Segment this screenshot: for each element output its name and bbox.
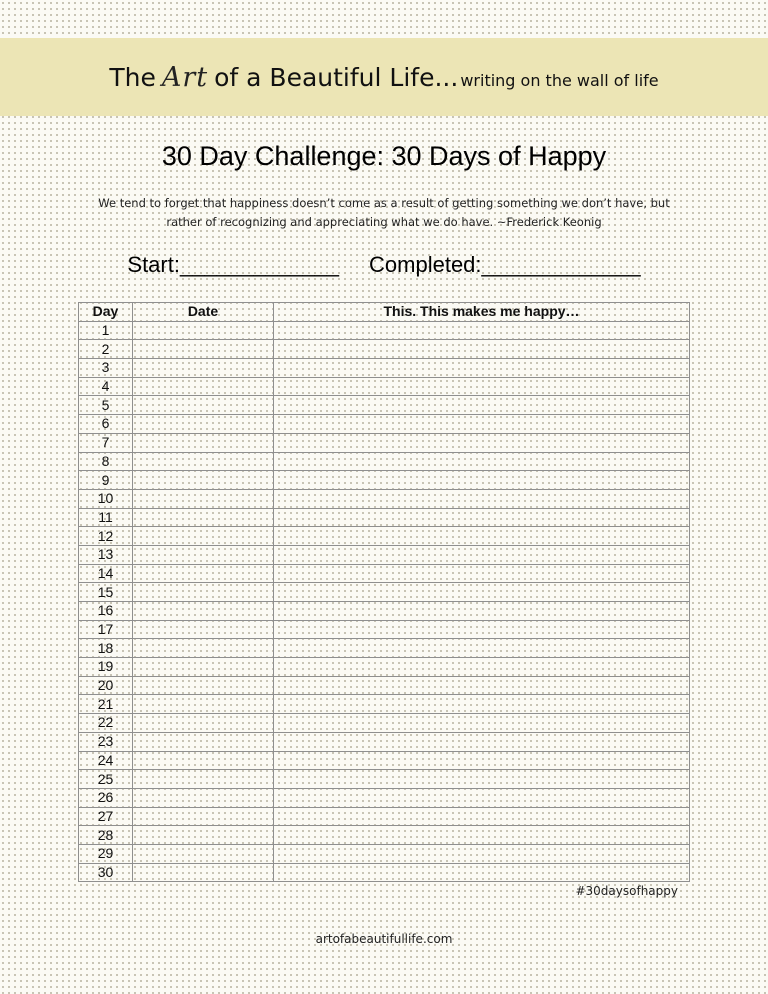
date-cell[interactable] (133, 751, 274, 770)
day-number: 24 (79, 751, 133, 770)
column-header-date: Date (133, 303, 274, 322)
date-fields (0, 252, 768, 278)
start-field[interactable]: Start:_____________ (127, 252, 340, 277)
day-number: 9 (79, 471, 133, 490)
date-cell[interactable] (133, 564, 274, 583)
page-title: 30 Day Challenge: 30 Days of Happy (161, 141, 607, 171)
date-cell[interactable] (133, 807, 274, 826)
happy-note-cell[interactable] (274, 583, 690, 602)
happy-note-cell[interactable] (274, 564, 690, 583)
happy-note-cell[interactable] (274, 732, 690, 751)
happy-note-cell[interactable] (274, 788, 690, 807)
date-cell[interactable] (133, 695, 274, 714)
day-number: 17 (79, 620, 133, 639)
happy-note-cell[interactable] (274, 620, 690, 639)
happy-note-cell[interactable] (274, 340, 690, 359)
table-row (79, 714, 690, 733)
table-row (79, 844, 690, 863)
date-cell[interactable] (133, 583, 274, 602)
table-row (79, 826, 690, 845)
day-number: 1 (79, 321, 133, 340)
table-row (79, 508, 690, 527)
header-banner (0, 38, 768, 116)
date-cell[interactable] (133, 826, 274, 845)
day-number: 27 (79, 807, 133, 826)
quote: We tend to forget that happiness doesn’t come as a result of getting something we don’t have, but rather of recognizing and appreciating what we do have. ~Frederick Keonig (98, 196, 670, 229)
date-cell[interactable] (133, 639, 274, 658)
footer-url: artofabeautifullife.com (315, 932, 453, 946)
table-row (79, 639, 690, 658)
day-number: 4 (79, 377, 133, 396)
date-cell[interactable] (133, 340, 274, 359)
table-row (79, 452, 690, 471)
date-cell[interactable] (133, 527, 274, 546)
date-cell[interactable] (133, 433, 274, 452)
day-number: 15 (79, 583, 133, 602)
happy-note-cell[interactable] (274, 471, 690, 490)
day-number: 7 (79, 433, 133, 452)
happy-note-cell[interactable] (274, 321, 690, 340)
happy-note-cell[interactable] (274, 844, 690, 863)
happy-note-cell[interactable] (274, 508, 690, 527)
date-cell[interactable] (133, 620, 274, 639)
date-cell[interactable] (133, 844, 274, 863)
day-number: 3 (79, 359, 133, 378)
table-row (79, 583, 690, 602)
date-cell[interactable] (133, 545, 274, 564)
happy-note-cell[interactable] (274, 433, 690, 452)
day-number: 18 (79, 639, 133, 658)
brand-ellipsis: ... (434, 62, 459, 92)
brand-script-word: Art (161, 61, 209, 93)
happy-note-cell[interactable] (274, 826, 690, 845)
date-cell[interactable] (133, 415, 274, 434)
table-row (79, 732, 690, 751)
happy-note-cell[interactable] (274, 695, 690, 714)
table-row (79, 695, 690, 714)
date-cell[interactable] (133, 714, 274, 733)
happy-note-cell[interactable] (274, 545, 690, 564)
date-cell[interactable] (133, 471, 274, 490)
table-row (79, 396, 690, 415)
table-row (79, 489, 690, 508)
date-cell[interactable] (133, 377, 274, 396)
date-cell[interactable] (133, 770, 274, 789)
date-cell[interactable] (133, 359, 274, 378)
date-cell[interactable] (133, 508, 274, 527)
table-row (79, 620, 690, 639)
table-row (79, 751, 690, 770)
brand-suffix: of a Beautiful Life (214, 62, 435, 92)
date-cell[interactable] (133, 676, 274, 695)
day-number: 5 (79, 396, 133, 415)
table-row (79, 602, 690, 621)
table-row (79, 788, 690, 807)
day-number: 20 (79, 676, 133, 695)
table-row (79, 321, 690, 340)
table-row (79, 433, 690, 452)
day-number: 25 (79, 770, 133, 789)
brand-tagline: writing on the wall of life (460, 70, 659, 90)
table-row (79, 770, 690, 789)
happy-note-cell[interactable] (274, 676, 690, 695)
date-cell[interactable] (133, 863, 274, 882)
happy-log-table (78, 302, 690, 882)
day-number: 29 (79, 844, 133, 863)
table-row (79, 863, 690, 882)
completed-field[interactable]: Completed:_____________ (369, 252, 641, 277)
date-cell[interactable] (133, 732, 274, 751)
day-number: 16 (79, 602, 133, 621)
happy-note-cell[interactable] (274, 807, 690, 826)
table-row (79, 359, 690, 378)
day-number: 2 (79, 340, 133, 359)
table-row (79, 340, 690, 359)
table-body (79, 321, 690, 882)
table-row (79, 545, 690, 564)
date-cell[interactable] (133, 321, 274, 340)
day-number: 14 (79, 564, 133, 583)
day-number: 26 (79, 788, 133, 807)
happy-note-cell[interactable] (274, 396, 690, 415)
day-number: 10 (79, 489, 133, 508)
table-row (79, 527, 690, 546)
happy-note-cell[interactable] (274, 863, 690, 882)
table-header-row (79, 303, 690, 322)
table-row (79, 676, 690, 695)
day-number: 12 (79, 527, 133, 546)
happy-note-cell[interactable] (274, 658, 690, 677)
day-number: 19 (79, 658, 133, 677)
happy-note-cell[interactable] (274, 602, 690, 621)
day-number: 30 (79, 863, 133, 882)
happy-note-cell[interactable] (274, 639, 690, 658)
day-number: 11 (79, 508, 133, 527)
happy-note-cell[interactable] (274, 770, 690, 789)
table-row (79, 377, 690, 396)
table-row (79, 658, 690, 677)
date-cell[interactable] (133, 788, 274, 807)
day-number: 8 (79, 452, 133, 471)
day-number: 28 (79, 826, 133, 845)
happy-note-cell[interactable] (274, 377, 690, 396)
column-header-day: Day (79, 303, 133, 322)
happy-note-cell[interactable] (274, 415, 690, 434)
happy-note-cell[interactable] (274, 489, 690, 508)
table-row (79, 564, 690, 583)
day-number: 22 (79, 714, 133, 733)
date-cell[interactable] (133, 396, 274, 415)
day-number: 6 (79, 415, 133, 434)
day-number: 13 (79, 545, 133, 564)
date-cell[interactable] (133, 602, 274, 621)
day-number: 21 (79, 695, 133, 714)
brand-prefix: The (109, 62, 156, 92)
table-row (79, 807, 690, 826)
day-number: 23 (79, 732, 133, 751)
happy-note-cell[interactable] (274, 714, 690, 733)
happy-note-cell[interactable] (274, 751, 690, 770)
hashtag: #30daysofhappy (575, 884, 678, 898)
table-row (79, 415, 690, 434)
date-cell[interactable] (133, 452, 274, 471)
table-row (79, 471, 690, 490)
column-header-happy: This. This makes me happy… (274, 303, 690, 322)
date-cell[interactable] (133, 658, 274, 677)
happy-note-cell[interactable] (274, 452, 690, 471)
happy-note-cell[interactable] (274, 527, 690, 546)
date-cell[interactable] (133, 489, 274, 508)
happy-note-cell[interactable] (274, 359, 690, 378)
